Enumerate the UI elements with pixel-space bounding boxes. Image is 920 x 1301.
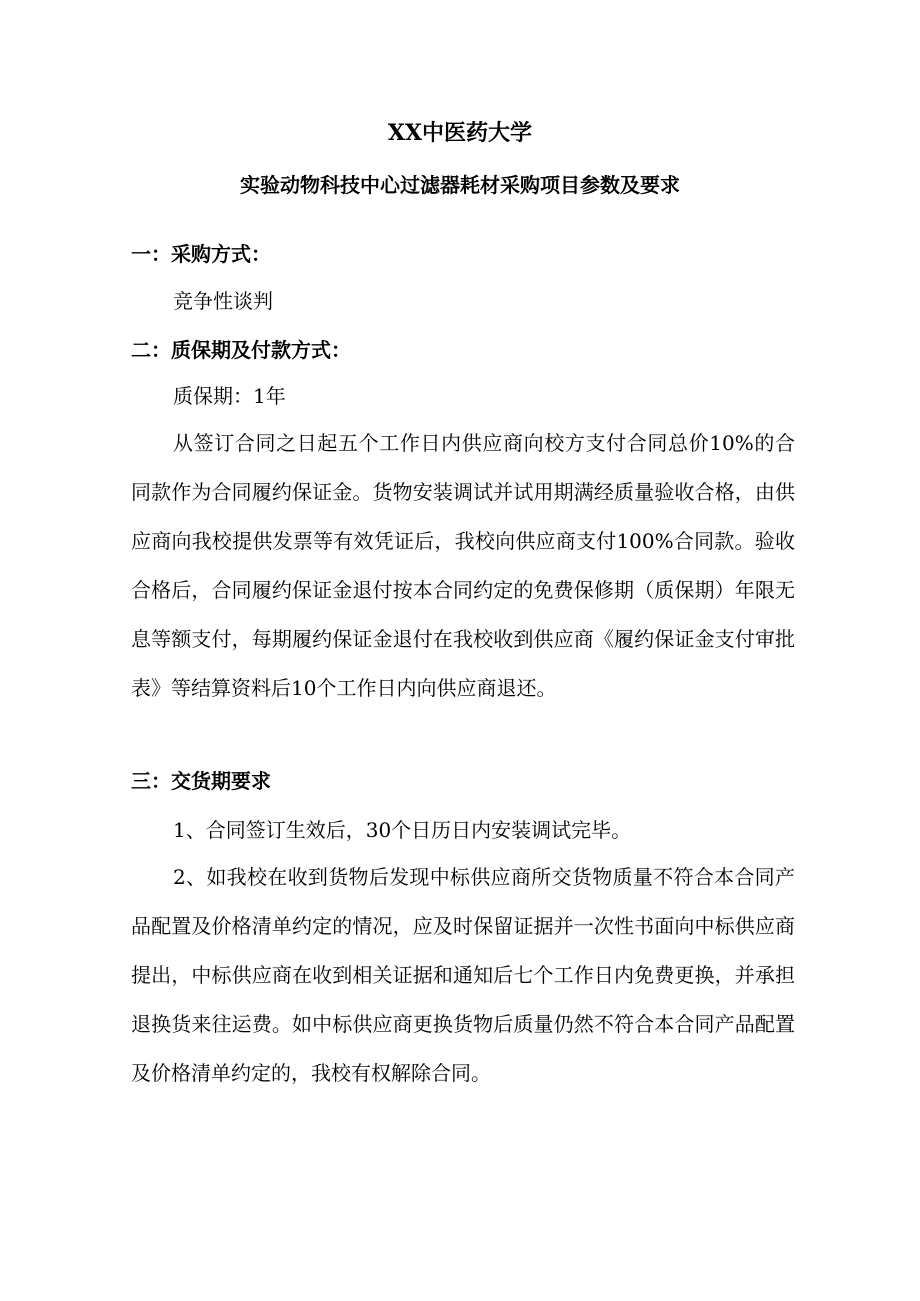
section2-heading: 二：质保期及付款方式：: [131, 338, 351, 362]
warranty-period: 质保期：1年: [173, 384, 286, 408]
document-subtitle: 实验动物科技中心过滤器耗材采购项目参数及要求: [240, 173, 680, 197]
section1-heading: 一：采购方式：: [131, 242, 271, 266]
section3-heading: 三：交货期要求: [131, 769, 271, 793]
delivery-item-1: 1、合同签订生效后，30个日历日内安装调试完毕。: [173, 818, 632, 842]
delivery-item-2: 2、如我校在收到货物后发现中标供应商所交货物质量不符合本合同产品配置及价格清单约定的情况，应及时保留证据并一次性书面向中标供应商提出，中标供应商在收到相关证据和通知后七个工作日内免费更换，并承担退换货来往运费。如中标供应商更换货物后质量仍然不符合本合同产品配置及价格清单约定的，我校有权解除合同。: [131, 865, 795, 1085]
document-title: XX中医药大学: [387, 120, 533, 146]
section1-content: 竞争性谈判: [173, 289, 273, 313]
payment-terms-paragraph: 从签订合同之日起五个工作日内供应商向校方支付合同总价10%的合同款作为合同履约保证金。货物安装调试并试用期满经质量验收合格，由供应商向我校提供发票等有效凭证后，我校向供应商支付100%合同款。验收合格后，合同履约保证金退付按本合同约定的免费保修期（质保期）年限无息等额支付，每期履约保证金退付在我校收到供应商《履约保证金支付审批表》等结算资料后10个工作日内向供应商退还。: [131, 431, 795, 700]
